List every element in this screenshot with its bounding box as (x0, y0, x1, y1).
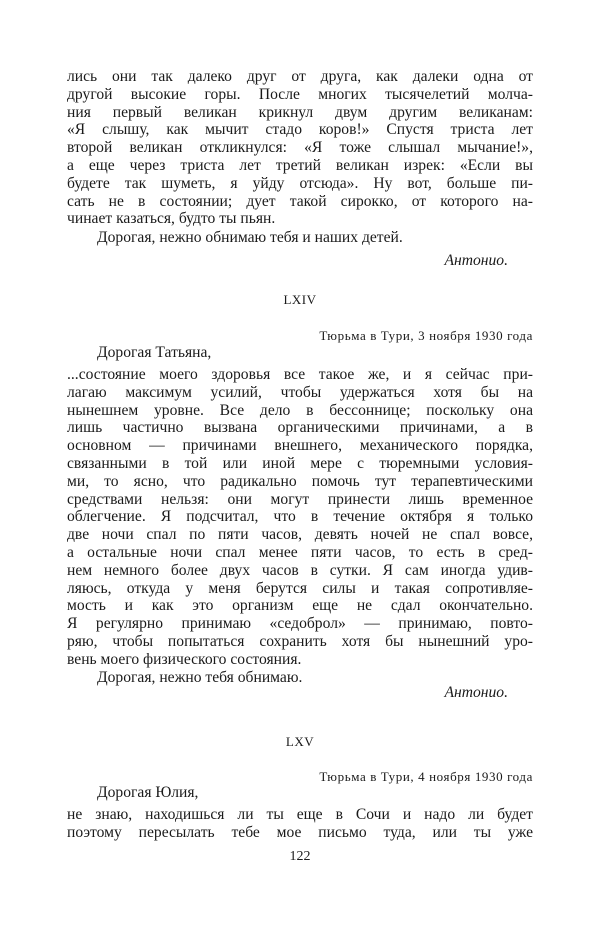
text-line: второй великан откликнулся: «Я тоже слышал мычание!», (67, 139, 533, 157)
letter-number: LXIV (283, 292, 317, 307)
salutation-text: Дорогая Юлия, (97, 784, 199, 801)
letter-body (67, 366, 533, 669)
text-line: две ночи спал по пяти часов, девять ночей не спал вовсе, (67, 526, 533, 544)
letter-body (67, 806, 533, 842)
text-line: основном — причинами внешнего, механического порядка, (67, 437, 533, 455)
text-line: ми, то ясно, что радикально помочь тут терапевтическими (67, 472, 533, 490)
text-line: нем немного более двух часов в сутки. Я сам иногда удив- (67, 561, 533, 579)
letter-date: Тюрьма в Тури, 4 ноября 1930 года (319, 769, 533, 784)
text-line: лишь частично вызвана органическими причинами, а в (67, 419, 533, 437)
text-line: ляюсь, откуда у меня берутся силы и такая сопротивляе- (67, 579, 533, 597)
salutation-text: Дорогая Татьяна, (97, 344, 212, 361)
text-line: чинает казаться, будто ты пьян. (67, 210, 276, 228)
text-line: а остальные ночи спал менее пяти часов, то есть в сред- (67, 543, 533, 561)
previous-letter-body (67, 68, 533, 228)
text-line: Я регулярно принимаю «седоброл» — принимаю, повто- (67, 615, 533, 633)
text-line: «Я слышу, как мычит стадо коров!» Спустя триста лет (67, 121, 533, 139)
closing-text: Дорогая, нежно тебя обнимаю. (97, 669, 303, 686)
salutation (67, 784, 533, 802)
text-line: средствами нельзя: они могут принести лишь временное (67, 490, 533, 508)
text-line: ния первый великан крикнул двум другим великанам: (67, 103, 533, 121)
text-line: мость и как это организм еще не сдал окончательно. (67, 597, 533, 615)
signature: Антонио. (444, 252, 508, 269)
text-line: будете так шуметь, я уйду отсюда». Ну вот, больше пи- (67, 174, 533, 192)
signature: Антонио. (444, 684, 508, 701)
text-line: лагаю максимум усилий, чтобы удержаться хотя бы на (67, 383, 533, 401)
previous-letter-closing (67, 229, 533, 247)
text-line: облегчение. Я подсчитал, что в течение октября я только (67, 508, 533, 526)
text-line: нынешнем уровне. Все дело в бессоннице; поскольку она (67, 401, 533, 419)
letter-number: LXV (285, 734, 315, 749)
salutation (67, 344, 533, 362)
text-line: сать не в состоянии; дует такой сирокко, от которого на- (67, 192, 533, 210)
text-line: поэтому пересылать тебе мое письмо туда, или ты уже (67, 823, 533, 841)
page-number: 122 (289, 849, 311, 864)
text-line: лись они так далеко друг от друга, как далеки одна от (67, 68, 533, 85)
text-line: ряю, чтобы попытаться сохранить хотя бы нынешний уро- (67, 632, 533, 650)
text-line: а еще через триста лет третий великан изрек: «Если вы (67, 156, 533, 174)
text-line: связанными в той или иной мере с тюремными условия- (67, 454, 533, 472)
text-line: вень моего физического состояния. (67, 650, 302, 668)
text-line: другой высокие горы. После многих тысячелетий молча- (67, 85, 533, 103)
text-line: не знаю, находишься ли ты еще в Сочи и надо ли будет (67, 806, 533, 823)
letter-date: Тюрьма в Тури, 3 ноября 1930 года (319, 328, 533, 343)
closing-text: Дорогая, нежно обнимаю тебя и наших детей. (97, 229, 403, 246)
text-line: ...состояние моего здоровья все такое же, и я сейчас при- (67, 366, 533, 383)
